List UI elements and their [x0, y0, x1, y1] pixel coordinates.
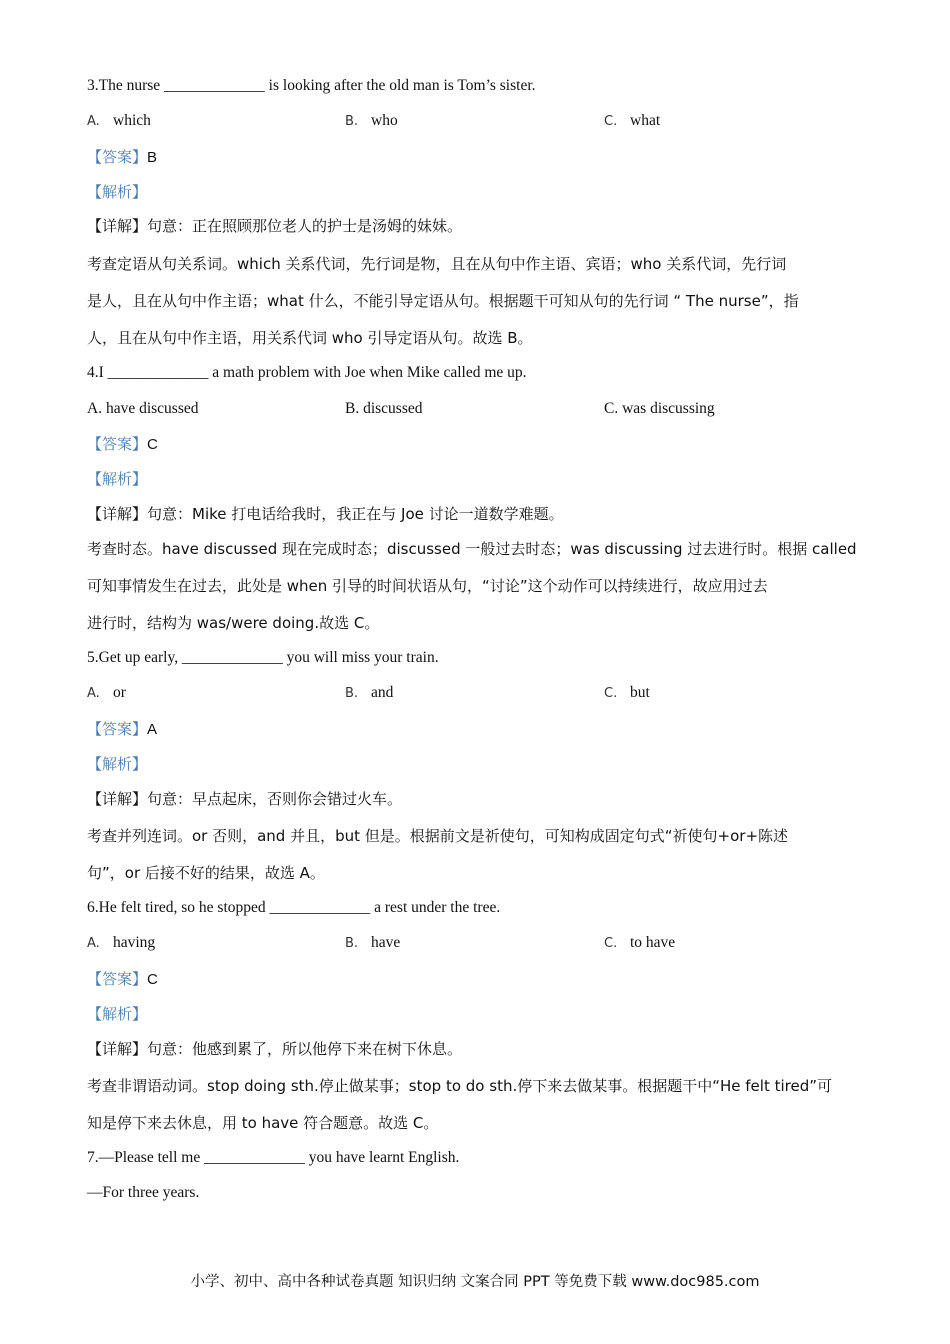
answer-value: C — [147, 436, 158, 453]
option-text: to have — [630, 934, 676, 951]
option-b — [345, 399, 423, 419]
answer-tag: 【答案】 — [87, 435, 148, 453]
answer-tag: 【答案】 — [87, 720, 148, 738]
option-key: B. — [345, 936, 359, 951]
option-key: B. — [345, 686, 359, 701]
question-4-stem: 4.I _____________ a math problem with Joe when Mike called me up. — [87, 364, 527, 381]
option-key: C. — [604, 400, 619, 417]
explanation-line: 可知事情发生在过去，此处是 when 引导的时间状语从句，“讨论”这个动作可以持续进行，故应用过去 — [87, 577, 768, 595]
option-a — [87, 933, 155, 954]
answer-tag: 【答案】 — [87, 970, 148, 988]
option-b — [345, 933, 400, 954]
option-key: A. — [87, 400, 103, 417]
option-key: B. — [345, 114, 359, 129]
option-text: have discussed — [105, 400, 199, 417]
explanation-line: 考查定语从句关系词。which 关系代词，先行词是物，且在从句中作主语、宾语；who 关系代词，先行词 — [87, 255, 787, 273]
explanation-line: 人，且在从句中作主语，用关系代词 who 引导定语从句。故选 B。 — [87, 329, 533, 347]
option-text: but — [630, 684, 650, 701]
detail-text: 句意：他感到累了，所以他停下来在树下休息。 — [147, 1040, 463, 1058]
option-a — [87, 683, 126, 704]
detail-tag: 【详解】 — [87, 217, 148, 235]
question-7-reply: —For three years. — [87, 1184, 200, 1201]
explanation-line: 句”，or 后接不好的结果，故选 A。 — [87, 864, 325, 882]
detail-line — [87, 789, 402, 809]
option-c — [604, 111, 660, 132]
option-key: C. — [604, 686, 618, 701]
explanation-line: 知是停下来去休息，用 to have 符合题意。故选 C。 — [87, 1114, 439, 1132]
option-text: what — [630, 112, 661, 129]
detail-text: 句意：早点起床，否则你会错过火车。 — [147, 790, 403, 808]
explanation-line: 考查并列连词。or 否则，and 并且，but 但是。根据前文是祈使句，可知构成固定句式“祈使句+or+陈述 — [87, 827, 789, 845]
option-key: A. — [87, 686, 100, 701]
option-c — [604, 933, 675, 954]
option-key: B. — [345, 400, 360, 417]
answer-line — [87, 969, 158, 990]
option-text: have — [371, 934, 401, 951]
option-text: was discussing — [622, 400, 715, 417]
option-c — [604, 683, 650, 704]
answer-value: C — [147, 971, 158, 988]
detail-line — [87, 216, 462, 236]
detail-tag: 【详解】 — [87, 1040, 148, 1058]
answer-tag: 【答案】 — [87, 148, 148, 166]
explanation-line: 是人，且在从句中作主语；what 什么，不能引导定语从句。根据题干可知从句的先行词 “ The nurse”，指 — [87, 292, 799, 310]
page-footer: 小学、初中、高中各种试卷真题 知识归纳 文案合同 PPT 等免费下载 www.doc985.com — [190, 1274, 760, 1290]
option-b — [345, 683, 393, 704]
option-a — [87, 399, 199, 419]
detail-line — [87, 1039, 462, 1059]
answer-value: A — [147, 721, 158, 738]
option-key: A. — [87, 936, 100, 951]
option-text: who — [371, 112, 398, 129]
option-a — [87, 111, 151, 132]
question-6-stem: 6.He felt tired, so he stopped _____________ a rest under the tree. — [87, 899, 501, 916]
option-key: C. — [604, 114, 618, 129]
analysis-tag: 【解析】 — [87, 1005, 148, 1023]
option-text: or — [113, 684, 126, 701]
explanation-line: 考查时态。have discussed 现在完成时态；discussed 一般过去时态；was discussing 过去进行时。根据 called — [87, 540, 857, 558]
answer-line — [87, 719, 157, 740]
analysis-tag: 【解析】 — [87, 755, 148, 773]
analysis-tag: 【解析】 — [87, 183, 148, 201]
option-text: having — [113, 934, 156, 951]
question-3-stem: 3.The nurse _____________ is looking after the old man is Tom’s sister. — [87, 77, 536, 94]
explanation-line: 考查非谓语动词。stop doing sth.停止做某事；stop to do sth.停下来去做某事。根据题干中“He felt tired”可 — [87, 1077, 833, 1095]
option-c — [604, 399, 715, 419]
option-text: and — [371, 684, 394, 701]
detail-text: 句意：正在照顾那位老人的护士是汤姆的妹妹。 — [147, 217, 463, 235]
option-text: which — [113, 112, 151, 129]
detail-tag: 【详解】 — [87, 505, 148, 523]
option-text: discussed — [363, 400, 423, 417]
analysis-tag: 【解析】 — [87, 470, 148, 488]
explanation-line: 进行时，结构为 was/were doing.故选 C。 — [87, 614, 380, 632]
detail-tag: 【详解】 — [87, 790, 148, 808]
option-key: C. — [604, 936, 618, 951]
question-7-stem: 7.—Please tell me _____________ you have learnt English. — [87, 1149, 460, 1166]
answer-value: B — [147, 149, 158, 166]
detail-text: 句意：Mike 打电话给我时，我正在与 Joe 讨论一道数学难题。 — [147, 505, 564, 523]
option-b — [345, 111, 398, 132]
question-5-stem: 5.Get up early, _____________ you will miss your train. — [87, 649, 439, 666]
detail-line — [87, 504, 564, 524]
option-key: A. — [87, 114, 100, 129]
answer-line — [87, 147, 157, 168]
answer-line — [87, 434, 158, 455]
